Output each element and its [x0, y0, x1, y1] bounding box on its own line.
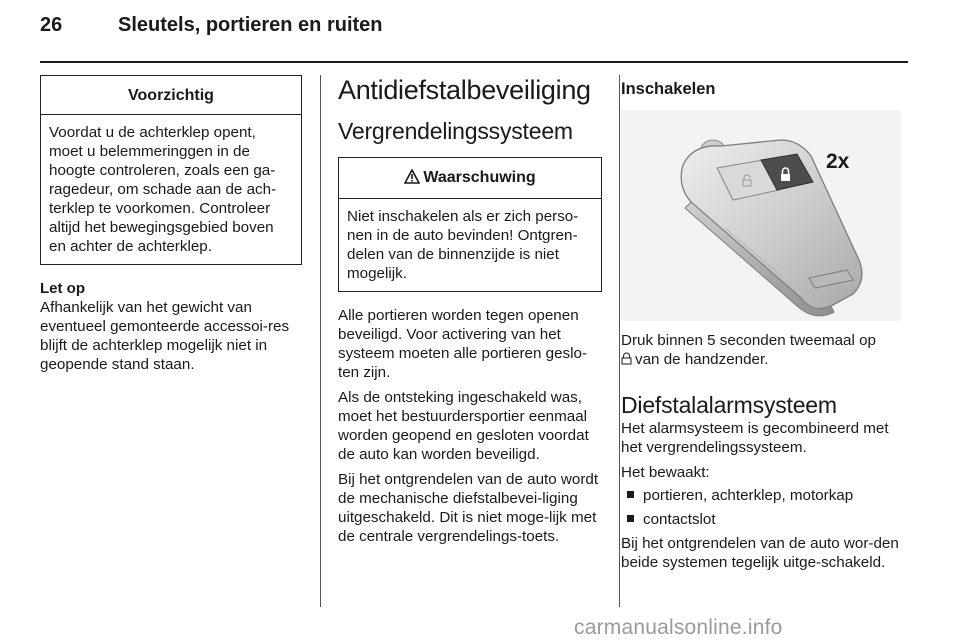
closing-paragraph: Bij het ontgrendelen van de auto wor-den beide systemen tegelijk uitge-schakeld.: [621, 535, 899, 571]
monitors-label: Het bewaakt:: [621, 464, 710, 481]
header-divider: [40, 61, 908, 63]
alarm-intro: Het alarmsysteem is gecombineerd met het vergrendelingssysteem.: [621, 420, 889, 456]
section-heading: Antidiefstalbeveiliging: [338, 75, 591, 105]
list-item-text: contactslot: [643, 511, 716, 528]
bullet-icon: [627, 515, 634, 522]
page-header: [0, 0, 960, 64]
paragraph: Alle portieren worden tegen openen beveiligd. Voor activering van het systeem moeten alle portieren geslo-ten zijn.: [338, 307, 588, 381]
list-item: [621, 486, 911, 505]
paragraph: Bij het ontgrendelen van de auto wordt de mechanische diefstalbevei-liging uitgeschakeld. Dit is niet moge-lijk met de centrale vergrendelings-toets.: [338, 471, 599, 545]
caution-box: [40, 75, 302, 265]
column-divider-1: [320, 75, 321, 607]
subsection-heading: Vergrendelingssysteem: [338, 118, 573, 144]
note-text: Afhankelijk van het gewicht van eventueel gemonteerde accessoi-res blijft de achterklep mogelijk niet in geopende stand staan.: [40, 299, 290, 373]
paragraph: Als de ontsteking ingeschakeld was, moet het bestuurdersportier eenmaal worden geopend en gesloten voordat de auto kan worden beveiligd.: [338, 389, 589, 463]
caution-title: Voorzichtig: [41, 76, 301, 115]
page-number: 26: [40, 14, 63, 36]
list-item-text: portieren, achterklep, motorkap: [643, 487, 854, 504]
instruction-text-end: van de handzender.: [635, 351, 769, 368]
warning-triangle-icon: [404, 169, 420, 189]
warning-box: [338, 157, 602, 292]
column-divider-2: [619, 75, 620, 607]
remote-key-illustration: [621, 110, 901, 321]
bullet-icon: [627, 491, 634, 498]
watermark: carmanualsonline.info: [574, 616, 783, 639]
chapter-title: Sleutels, portieren en ruiten: [118, 14, 383, 36]
column-right: [621, 75, 911, 572]
warning-title: Waarschuwing: [423, 169, 536, 186]
column-middle: [338, 75, 602, 546]
list-item: [621, 510, 911, 529]
activation-instruction: [621, 331, 911, 369]
note-label: Let op: [40, 280, 85, 297]
press-count-label: 2x: [826, 150, 850, 173]
lock-button-icon: [621, 351, 635, 368]
warning-header: [339, 158, 601, 199]
caution-text: Voordat u de achterklep opent, moet u belemmeringgen in de hoogte controleren, zoals een ga-ragedeur, om schade aan de ach-terklep te voorkomen. Controleer altijd het bewegingsgebied boven en achter de achterklep.: [49, 124, 277, 255]
instruction-text: Druk binnen 5 seconden tweemaal op: [621, 332, 876, 349]
monitored-items-list: [621, 486, 911, 529]
column-left: [40, 75, 302, 374]
warning-text: Niet inschakelen als er zich perso-nen in de auto bevinden! Ontgren-delen van de binnenzijde is niet mogelijk.: [347, 208, 579, 282]
alarm-heading: Diefstalalarmsysteem: [621, 392, 837, 418]
activation-heading: Inschakelen: [621, 80, 716, 98]
